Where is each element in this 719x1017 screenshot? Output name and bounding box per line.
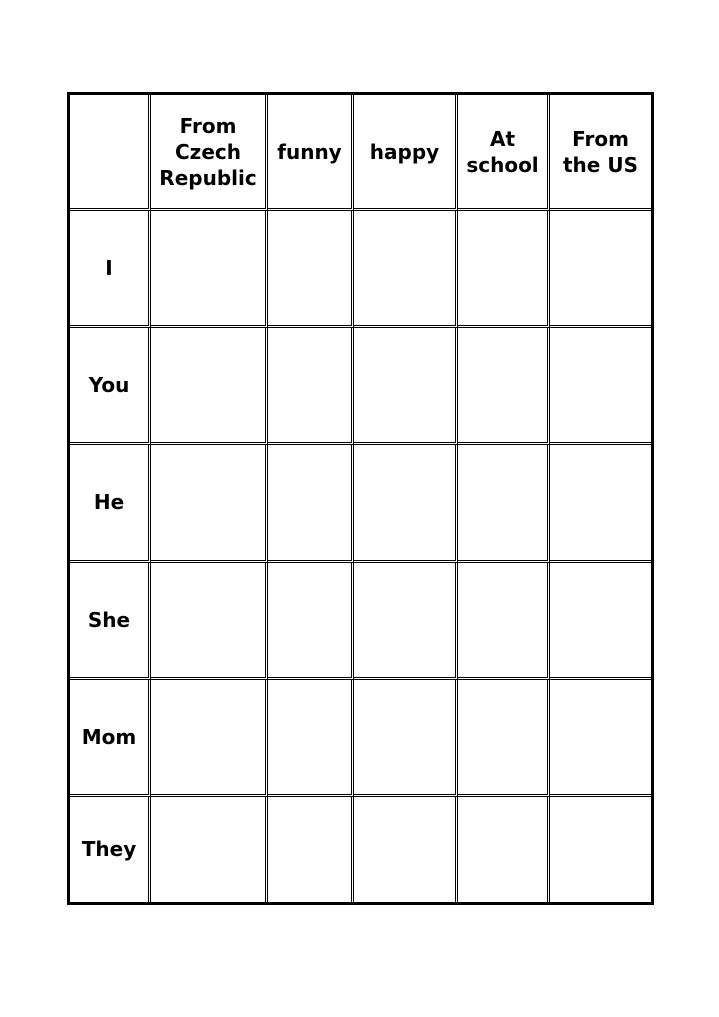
table-row [70, 797, 651, 902]
table-row [70, 680, 651, 797]
answer-cell[interactable] [550, 445, 651, 562]
answer-cell[interactable] [268, 445, 354, 562]
row-label: He [70, 445, 151, 562]
answer-cell[interactable] [151, 680, 268, 797]
answer-cell[interactable] [151, 445, 268, 562]
answer-cell[interactable] [151, 797, 268, 902]
answer-cell[interactable] [268, 797, 354, 902]
answer-cell[interactable] [354, 680, 458, 797]
answer-cell[interactable] [458, 563, 550, 680]
answer-cell[interactable] [151, 563, 268, 680]
grid [70, 95, 651, 902]
answer-cell[interactable] [151, 328, 268, 445]
row-label: I [70, 211, 151, 328]
row-label: She [70, 563, 151, 680]
answer-cell[interactable] [268, 680, 354, 797]
answer-cell[interactable] [354, 328, 458, 445]
answer-cell[interactable] [151, 211, 268, 328]
answer-cell[interactable] [550, 797, 651, 902]
row-label: They [70, 797, 151, 902]
table-row [70, 328, 651, 445]
answer-cell[interactable] [458, 211, 550, 328]
answer-cell[interactable] [354, 563, 458, 680]
answer-cell[interactable] [550, 563, 651, 680]
answer-cell[interactable] [354, 797, 458, 902]
table-row [70, 445, 651, 562]
table-row [70, 563, 651, 680]
header-row [70, 95, 651, 211]
row-label: Mom [70, 680, 151, 797]
column-header: happy [354, 95, 458, 211]
answer-cell[interactable] [458, 445, 550, 562]
answer-cell[interactable] [550, 680, 651, 797]
answer-cell[interactable] [268, 563, 354, 680]
worksheet-table [67, 92, 654, 905]
answer-cell[interactable] [268, 211, 354, 328]
column-header: funny [268, 95, 354, 211]
answer-cell[interactable] [458, 328, 550, 445]
answer-cell[interactable] [458, 797, 550, 902]
column-header: At school [458, 95, 550, 211]
answer-cell[interactable] [458, 680, 550, 797]
answer-cell[interactable] [550, 328, 651, 445]
column-header: From Czech Republic [151, 95, 268, 211]
answer-cell[interactable] [550, 211, 651, 328]
row-label: You [70, 328, 151, 445]
answer-cell[interactable] [354, 445, 458, 562]
answer-cell[interactable] [268, 328, 354, 445]
corner-cell [70, 95, 151, 211]
answer-cell[interactable] [354, 211, 458, 328]
table-row [70, 211, 651, 328]
column-header: From the US [550, 95, 651, 211]
